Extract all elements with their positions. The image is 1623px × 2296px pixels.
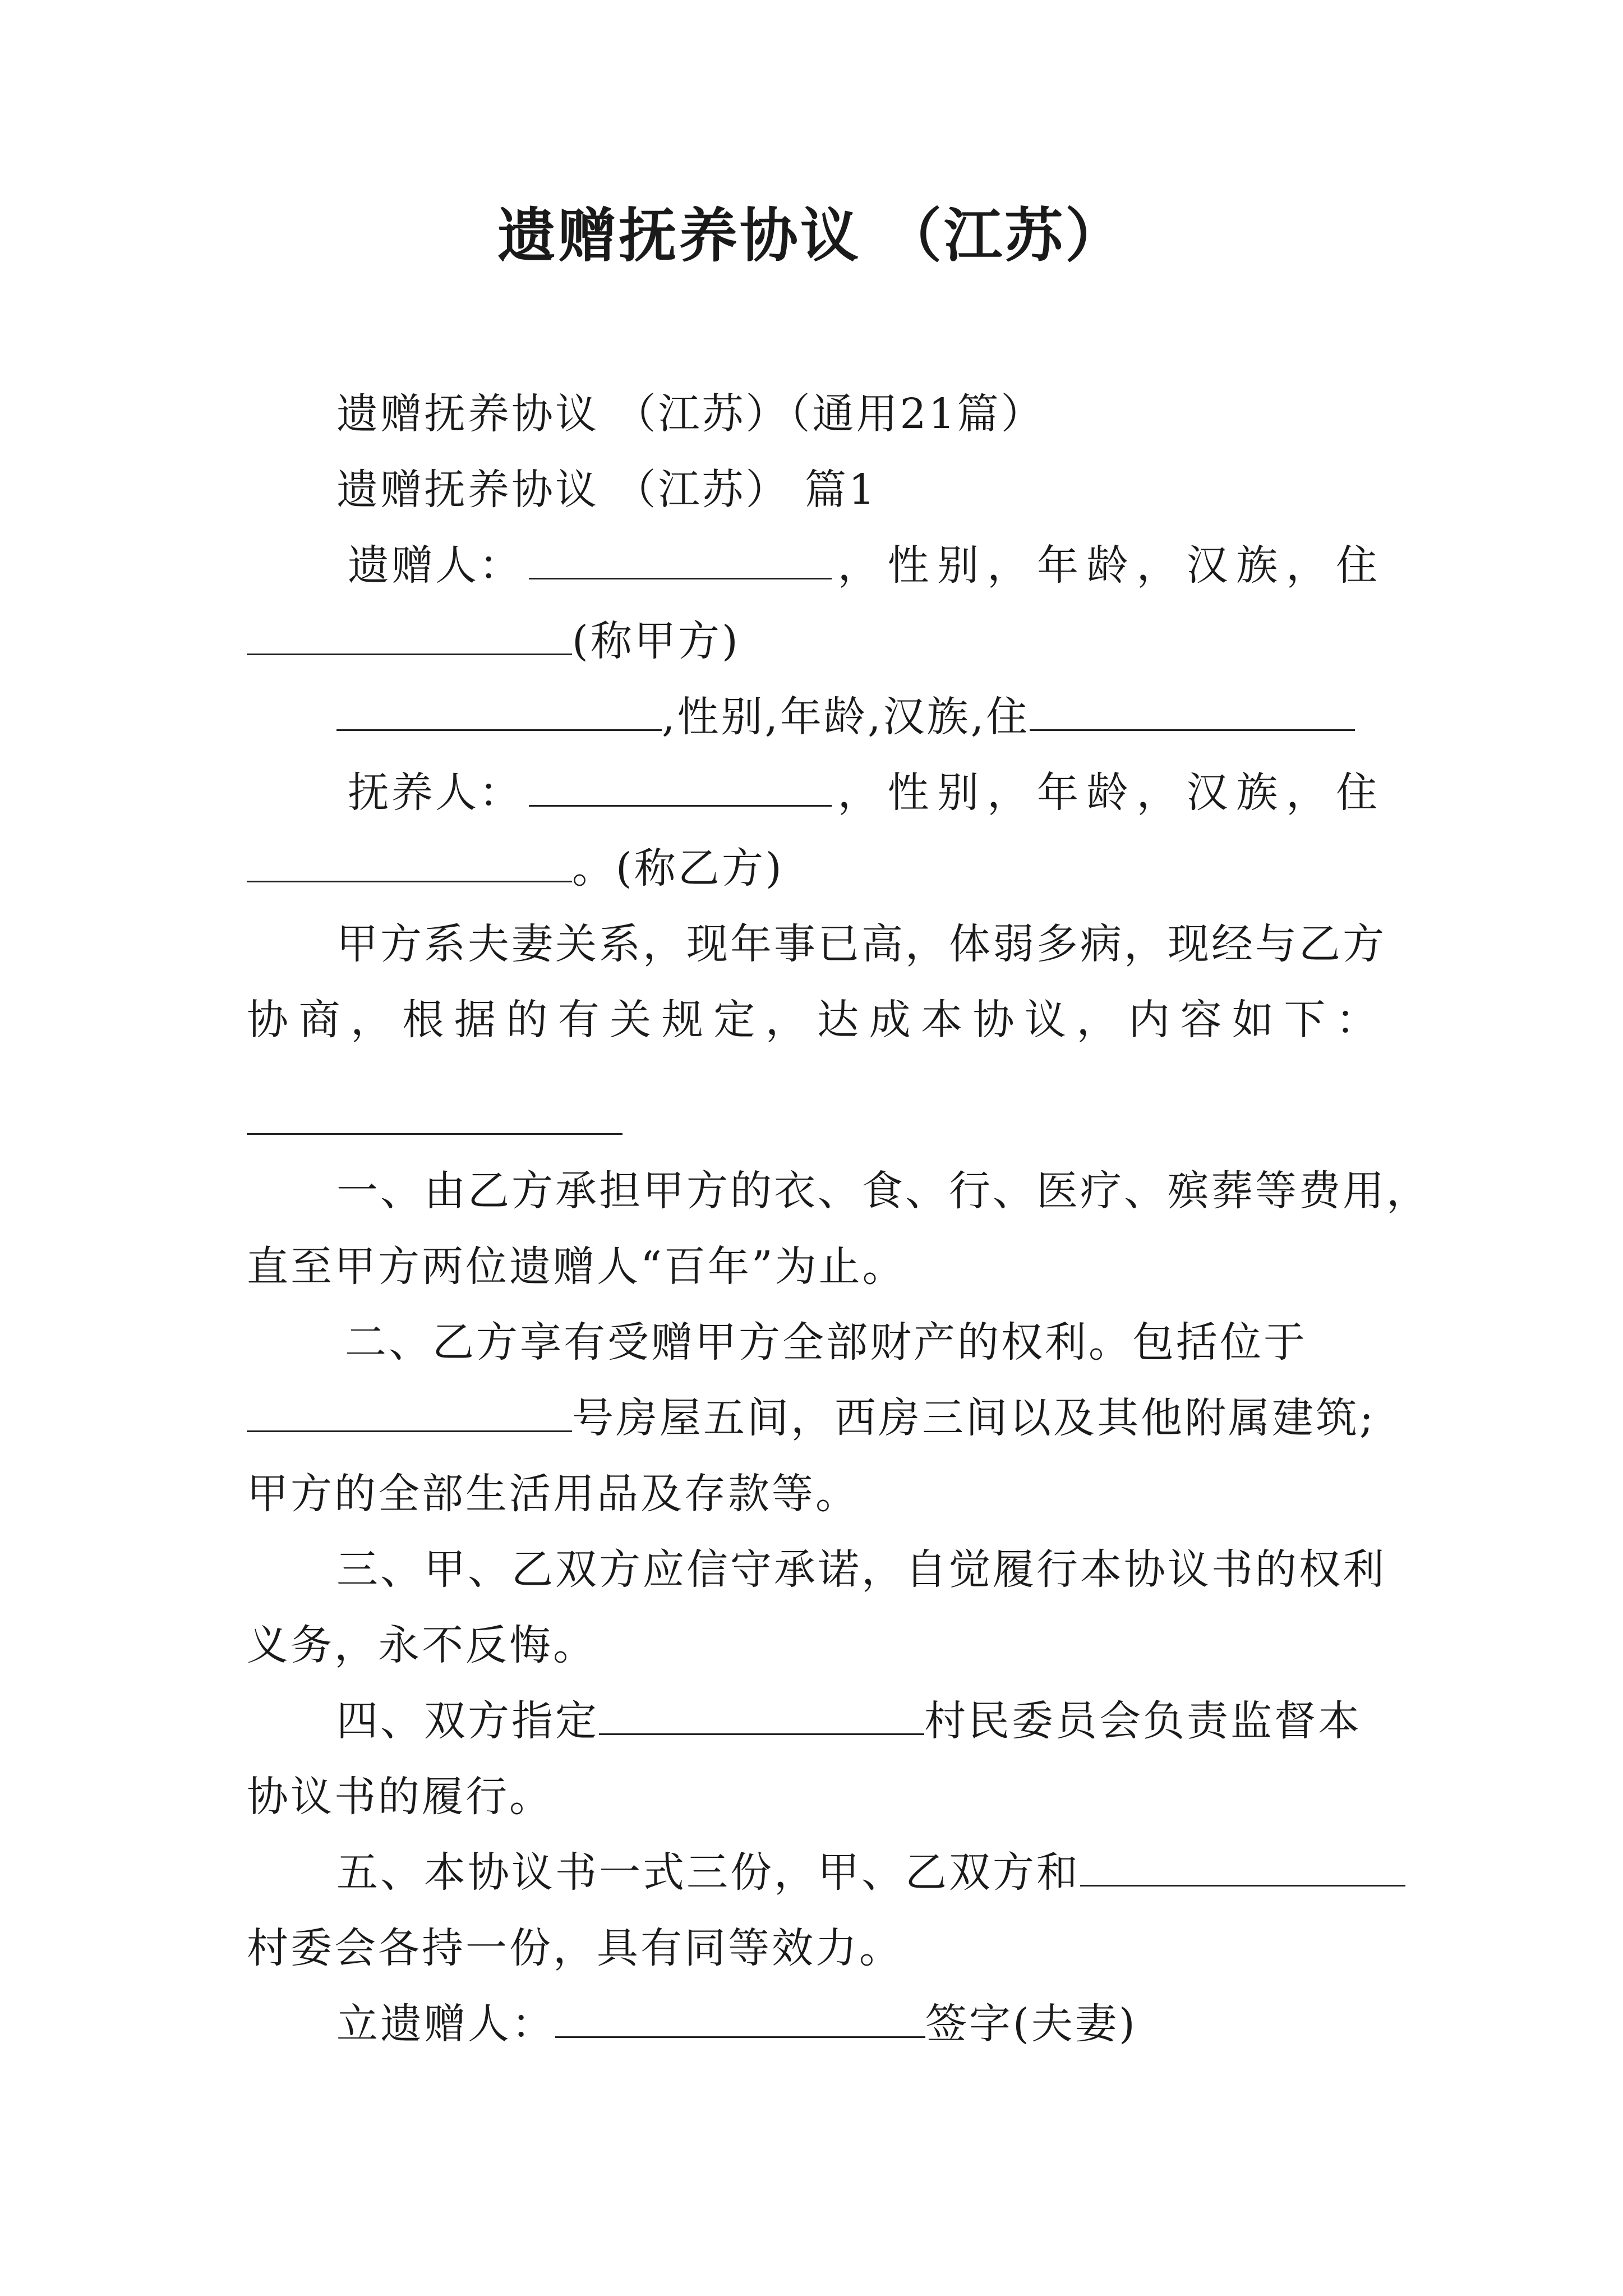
text-char: 本 [921,996,965,1044]
text-char: 年 [1036,769,1081,817]
property-location-blank[interactable] [247,1391,572,1432]
text-char: ， [350,996,394,1044]
text-char: 性 [887,769,932,817]
section-heading: 遗赠抚养协议 （江苏） 篇1 [336,466,878,514]
text-char: ， [1286,541,1330,590]
clause-3-line-1: 三、甲、乙双方应信守承诺，自觉履行本协议书的权利 [336,1545,1386,1594]
text-char: ， [837,541,882,590]
supporter-label: 抚养人： [348,769,523,817]
text-char: 协 [972,996,1017,1044]
testator-designation: (称甲方) [572,617,740,665]
text-char: ， [1136,541,1181,590]
text-char: 议 [1025,996,1069,1044]
document-subtitle: 遗赠抚养协议 （江苏）（通用21篇） [336,390,1045,438]
clause-2-property-text: 号房屋五间，西房三间以及其他附属建筑; [572,1394,1376,1442]
text-char: 规 [661,996,706,1044]
testator-name-blank[interactable] [529,539,832,579]
text-char: 年 [1036,541,1081,590]
clause-4-line-2: 协议书的履行。 [247,1773,553,1821]
text-char: 有 [557,996,602,1044]
text-char: 成 [869,996,913,1044]
text-char: 别 [937,541,981,590]
village-committee-blank[interactable] [599,1694,924,1735]
clause-4-prefix: 四、双方指定 [336,1697,599,1745]
clause-2-line-3: 甲方的全部生活用品及存款等。 [247,1470,859,1518]
text-char: 族 [1236,769,1280,817]
intro-line-1: 甲方系夫妻关系，现年事已高，体弱多病，现经与乙方 [336,920,1386,968]
supporter-line [348,766,1380,820]
intro-line-2 [247,993,1380,1047]
text-char: 内 [1128,996,1172,1044]
clause-4-suffix: 村民委员会负责监督本 [924,1697,1362,1745]
testator-label: 遗赠人： [348,541,523,590]
text-char: 商 [298,996,343,1044]
text-char: ： [1335,996,1380,1044]
text-char: ， [987,769,1031,817]
text-char: ， [765,996,809,1044]
text-char: 族 [1236,541,1280,590]
clause-1-line-2: 直至甲方两位遗赠人“百年”为止。 [247,1243,906,1291]
text-char: 住 [1335,769,1380,817]
text-char: 关 [610,996,654,1044]
text-char: ， [837,769,882,817]
text-char: ， [1076,996,1121,1044]
signature-blank[interactable] [555,1997,925,2038]
document-title: 遗赠抚养协议 （江苏） [497,201,1126,270]
text-char: 的 [506,996,550,1044]
text-char: 汉 [1186,769,1230,817]
text-char: 汉 [1186,541,1230,590]
second-person-name-blank[interactable] [336,690,662,731]
supporter-designation: 。(称乙方) [572,844,784,892]
text-char: ， [987,541,1031,590]
second-person-details: ,性别,年龄,汉族,住 [662,693,1030,741]
supporter-address-line [247,841,784,895]
text-char: 达 [817,996,861,1044]
text-char: ， [1136,769,1181,817]
clause-4-line-1 [336,1694,1362,1748]
clause-2-line-1: 二、乙方享有受赠甲方全部财产的权利。包括位于 [345,1318,1307,1366]
clause-5-line-1 [336,1846,1405,1899]
text-char: 性 [887,541,932,590]
second-person-line [336,690,1355,744]
testator-address-line [247,614,740,668]
signature-line [336,1997,1137,2051]
text-char: 龄 [1086,769,1131,817]
testator-line [348,539,1380,592]
text-char: ， [1286,769,1330,817]
signature-suffix: 签字(夫妻) [925,2000,1137,2048]
clause-3-line-2: 义务，永不反悔。 [247,1621,597,1669]
text-char: 住 [1335,541,1380,590]
intro-blank-line[interactable] [247,1133,623,1135]
clause-1-line-1: 一、由乙方承担甲方的衣、食、行、医疗、殡葬等费用， [336,1167,1430,1215]
text-char: 下 [1284,996,1328,1044]
supporter-name-blank[interactable] [529,766,832,807]
clause-5-line-2: 村委会各持一份，具有同等效力。 [247,1924,903,1972]
text-char: 龄 [1086,541,1131,590]
text-char: 如 [1232,996,1276,1044]
text-char: 协 [247,996,291,1044]
testator-address-blank[interactable] [247,614,572,655]
text-char: 别 [937,769,981,817]
clause-2-line-2 [247,1391,1376,1445]
supporter-address-blank[interactable] [247,841,572,882]
second-person-address-blank[interactable] [1030,690,1355,731]
village-name-blank[interactable] [1080,1846,1405,1887]
text-char: 定 [713,996,758,1044]
clause-5-prefix: 五、本协议书一式三份，甲、乙双方和 [336,1848,1080,1897]
text-char: 根 [402,996,446,1044]
text-char: 容 [1180,996,1224,1044]
signature-label: 立遗赠人： [336,2000,555,2048]
text-char: 据 [454,996,498,1044]
